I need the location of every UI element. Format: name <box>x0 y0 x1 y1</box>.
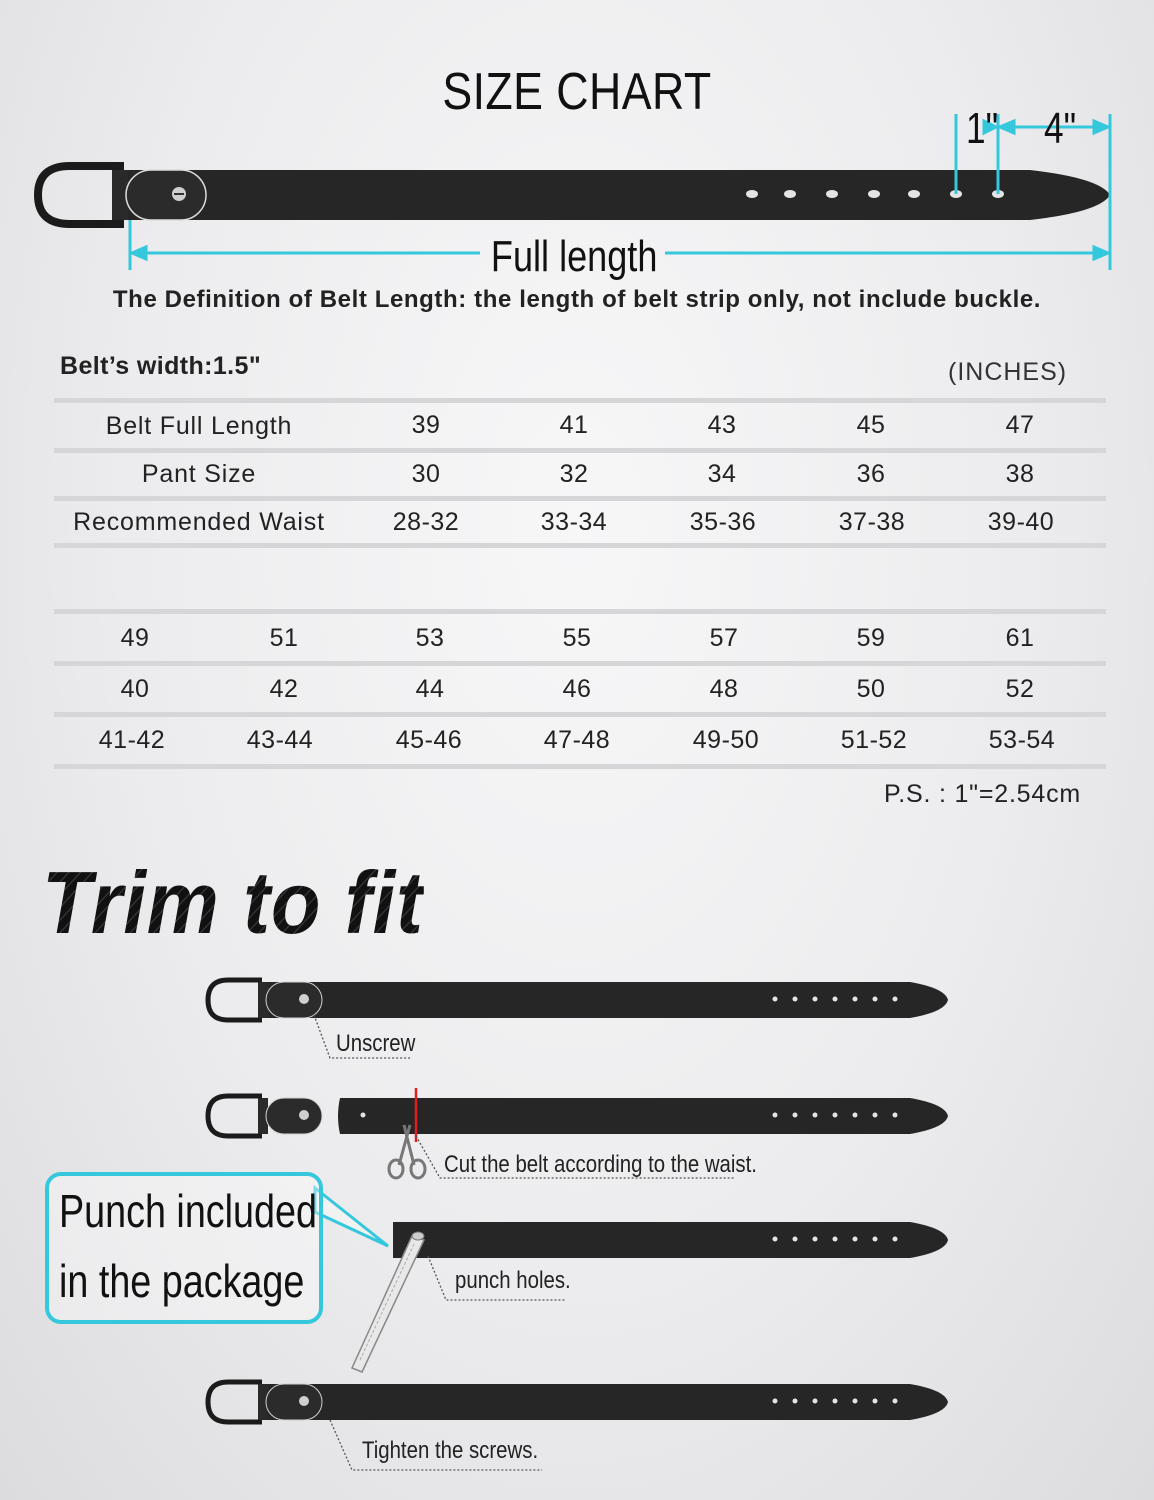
table-divider <box>54 764 1106 769</box>
table-cell: 49 <box>120 624 150 652</box>
punch-callout-line1: Punch included <box>59 1185 317 1237</box>
table-cell: 41 <box>559 411 589 439</box>
screw-icon <box>299 1396 309 1406</box>
table-cell: 32 <box>559 460 589 488</box>
step-unscrew-label: Unscrew <box>336 1030 416 1057</box>
full-length-label: Full length <box>490 232 658 281</box>
table-cell: 38 <box>1005 460 1035 488</box>
step1-belt <box>208 980 948 1058</box>
conversion-note: P.S. : 1"=2.54cm <box>884 780 1082 808</box>
table-cell: 48 <box>709 675 739 703</box>
table-cell: 39 <box>411 411 441 439</box>
table-divider <box>54 609 1106 614</box>
table-divider <box>54 448 1106 453</box>
table-cell: 43 <box>707 411 737 439</box>
step4-belt <box>208 1382 948 1470</box>
table-cell: 47 <box>1005 411 1035 439</box>
table-cell: 28-32 <box>392 508 460 536</box>
table-cell: 35-36 <box>689 508 757 536</box>
punch-callout-line2: in the package <box>59 1255 305 1307</box>
table-cell: 51 <box>269 624 299 652</box>
belt-keeper <box>126 170 206 220</box>
tip-length-label: 4" <box>1044 104 1077 153</box>
page-title: SIZE CHART <box>442 63 712 121</box>
belt-strip <box>128 170 1110 220</box>
row-label-pant-size: Pant Size <box>141 460 257 488</box>
table-cell: 53-54 <box>988 726 1056 754</box>
step-punch-label: punch holes. <box>455 1267 571 1294</box>
table-cell: 50 <box>856 675 886 703</box>
table-cell: 45-46 <box>395 726 463 754</box>
table-cell: 36 <box>856 460 886 488</box>
table-cell: 39-40 <box>987 508 1055 536</box>
table-cell: 49-50 <box>692 726 760 754</box>
table-cell: 52 <box>1005 675 1035 703</box>
punch-callout <box>45 1172 323 1324</box>
belt-width-label: Belt’s width:1.5" <box>60 352 262 380</box>
table-divider <box>54 712 1106 717</box>
table-cell: 44 <box>415 675 445 703</box>
table-divider <box>54 543 1106 548</box>
units-label: (INCHES) <box>948 358 1068 386</box>
buckle-frame <box>38 166 124 224</box>
table-divider <box>54 398 1106 403</box>
table-cell: 43-44 <box>246 726 314 754</box>
table-cell: 59 <box>856 624 886 652</box>
screw-icon <box>299 994 309 1004</box>
step-tighten-label: Tighten the screws. <box>362 1437 539 1464</box>
screw-icon <box>299 1110 309 1120</box>
row-label-belt-length: Belt Full Length <box>105 412 293 440</box>
table-divider <box>54 496 1106 501</box>
trim-title: Trim to fit <box>42 853 424 952</box>
step-cut-label: Cut the belt according to the waist. <box>444 1151 757 1178</box>
length-definition: The Definition of Belt Length: the length of belt strip only, not include buckle. <box>112 286 1042 313</box>
table-cell: 51-52 <box>840 726 908 754</box>
table-cell: 46 <box>562 675 592 703</box>
table-cell: 37-38 <box>838 508 906 536</box>
table-cell: 41-42 <box>98 726 166 754</box>
table-cell: 57 <box>709 624 739 652</box>
punch-tool-icon <box>352 1232 424 1372</box>
table-cell: 40 <box>120 675 150 703</box>
table-cell: 45 <box>856 411 886 439</box>
table-cell: 53 <box>415 624 445 652</box>
table-divider <box>54 661 1106 666</box>
table-cell: 55 <box>562 624 592 652</box>
table-cell: 42 <box>269 675 299 703</box>
tip-gap-label: 1" <box>966 104 999 153</box>
callout-pointer <box>315 1188 388 1246</box>
row-label-waist: Recommended Waist <box>73 508 325 536</box>
table-cell: 30 <box>411 460 441 488</box>
table-cell: 34 <box>707 460 737 488</box>
table-cell: 33-34 <box>540 508 608 536</box>
table-cell: 61 <box>1005 624 1035 652</box>
table-cell: 47-48 <box>543 726 611 754</box>
